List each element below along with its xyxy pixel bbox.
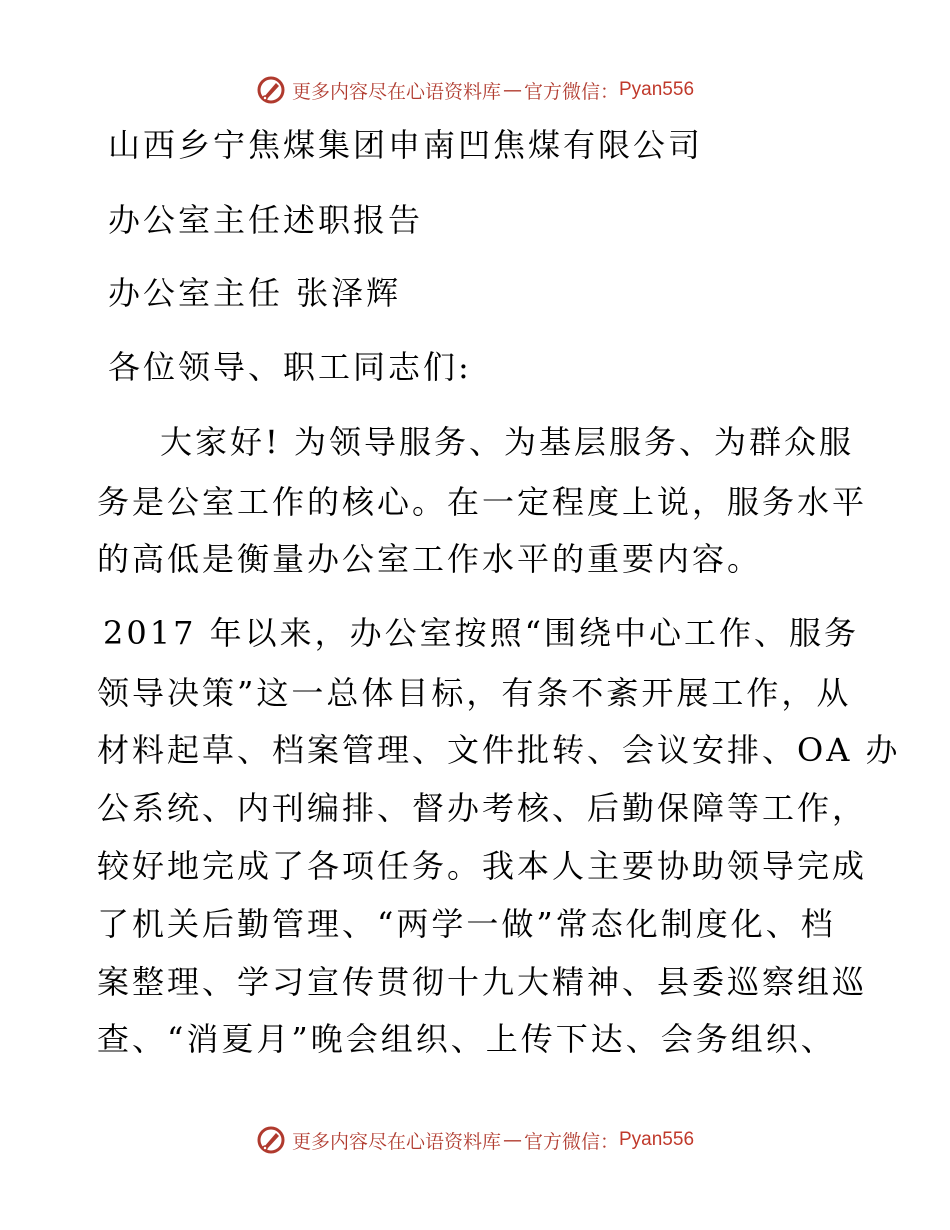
footer-watermark-banner (0, 1120, 950, 1160)
header-watermark-banner (0, 70, 950, 110)
paragraph-2-line: 案整理、学习宣传贯彻十九大精神、县委巡察组巡 (97, 963, 868, 1001)
banner-dash: — (502, 1129, 522, 1151)
paragraph-1-line: 大家好! 为领导服务、为基层服务、为群众服 (160, 423, 855, 461)
pen-logo-icon (256, 75, 286, 105)
report-author: 办公室主任 张泽辉 (108, 274, 402, 312)
paragraph-2-line: 2017 年以来，办公室按照“围绕中心工作、服务 (103, 614, 859, 652)
paragraph-2-line: 了机关后勤管理、“两学一做”常态化制度化、档 (97, 905, 836, 943)
banner-wechat-label: 官方微信： (523, 1130, 619, 1153)
salutation: 各位领导、职工同志们: (108, 348, 472, 386)
paragraph-1-line: 务是公室工作的核心。在一定程度上说，服务水平 (97, 483, 868, 521)
paragraph-2-line: 领导决策”这一总体目标，有条不紊开展工作，从 (97, 674, 852, 712)
banner-wechat-label: 官方微信： (523, 80, 619, 103)
banner-text: 更多内容尽在心语资料库 (291, 1130, 501, 1153)
report-title: 办公室主任述职报告 (108, 201, 424, 239)
pen-logo-icon (256, 1125, 286, 1155)
paragraph-1-line: 的高低是衡量办公室工作水平的重要内容。 (97, 540, 763, 578)
paragraph-2-line: 公系统、内刊编排、督办考核、后勤保障等工作， (97, 789, 868, 827)
paragraph-2-line: 材料起草、档案管理、文件批转、会议安排、OA 办 (97, 731, 901, 769)
banner-text: 更多内容尽在心语资料库 (291, 80, 501, 103)
company-name: 山西乡宁焦煤集团申南凹焦煤有限公司 (108, 126, 704, 164)
banner-dash: — (502, 79, 522, 101)
banner-wechat-id: Pyan556 (619, 79, 695, 100)
paragraph-2-line: 较好地完成了各项任务。我本人主要协助领导完成 (97, 847, 868, 885)
banner-wechat-id: Pyan556 (619, 1129, 695, 1150)
paragraph-2-line: 查、“消夏月”晚会组织、上传下达、会务组织、 (97, 1020, 836, 1058)
